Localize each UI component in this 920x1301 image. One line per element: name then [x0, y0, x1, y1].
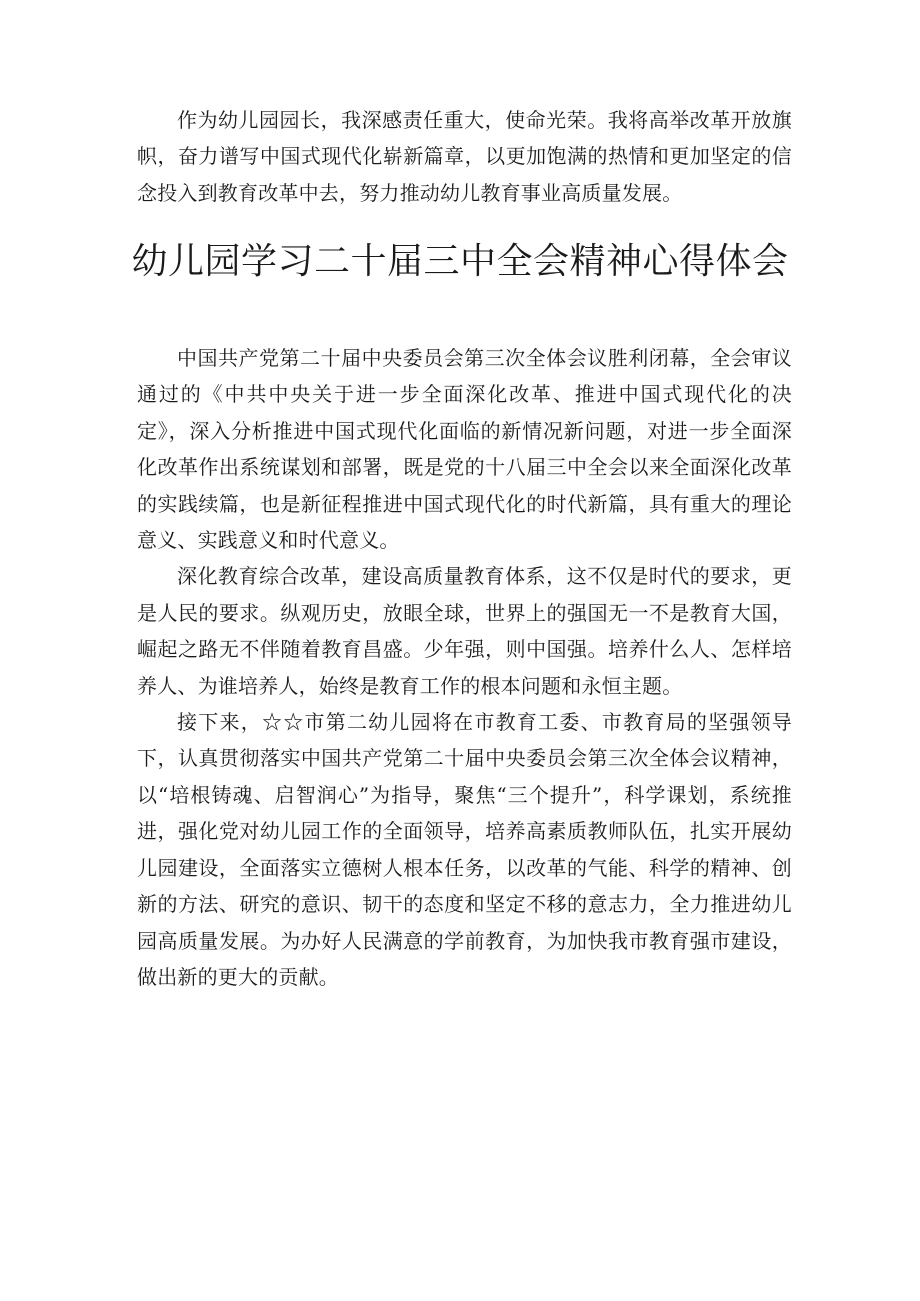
body-paragraph-1: 中国共产党第二十届中央委员会第三次全体会议胜利闭幕，全会审议通过的《中共中央关于进一步全面深化改革、推进中国式现代化的决定》，深入分析推进中国式现代化面临的新情况新问题，对进一步全面深化改革作出系统谋划和部署，既是党的十八届三中全会以来全面深化改革的实践续篇，也是新征程推进中国式现代化的时代新篇，具有重大的理论意义、实践意义和时代意义。	[137, 346, 792, 553]
intro-section	[137, 102, 792, 211]
body-paragraph-2: 深化教育综合改革，建设高质量教育体系，这不仅是时代的要求，更是人民的要求。纵观历史，放眼全球，世界上的强国无一不是教育大国，崛起之路无不伴随着教育昌盛。少年强，则中国强。培养什么人、怎样培养人、为谁培养人，始终是教育工作的根本问题和永恒主题。	[137, 564, 792, 698]
body-paragraph-3: 接下来，☆☆市第二幼儿园将在市教育工委、市教育局的坚强领导下，认真贯彻落实中国共产党第二十届中央委员会第三次全体会议精神，以“培根铸魂、启智润心”为指导，聚焦“三个提升”，科学课划，系统推进，强化党对幼儿园工作的全面领导，培养高素质教师队伍，扎实开展幼儿园建设，全面落实立德树人根本任务，以改革的气能、科学的精神、创新的方法、研究的意识、韧干的态度和坚定不移的意志力，全力推进幼儿园高质量发展。为办好人民满意的学前教育，为加快我市教育强市建设，做出新的更大的贡献。	[137, 710, 792, 989]
document-title: 幼儿园学习二十届三中全会精神心得体会	[131, 241, 789, 282]
intro-paragraph: 作为幼儿园园长，我深感责任重大，使命光荣。我将高举改革开放旗帜，奋力谱写中国式现代化崭新篇章，以更加饱满的热情和更加坚定的信念投入到教育改革中去，努力推动幼儿教育事业高质量发展。	[137, 108, 792, 205]
body-section	[137, 340, 792, 995]
